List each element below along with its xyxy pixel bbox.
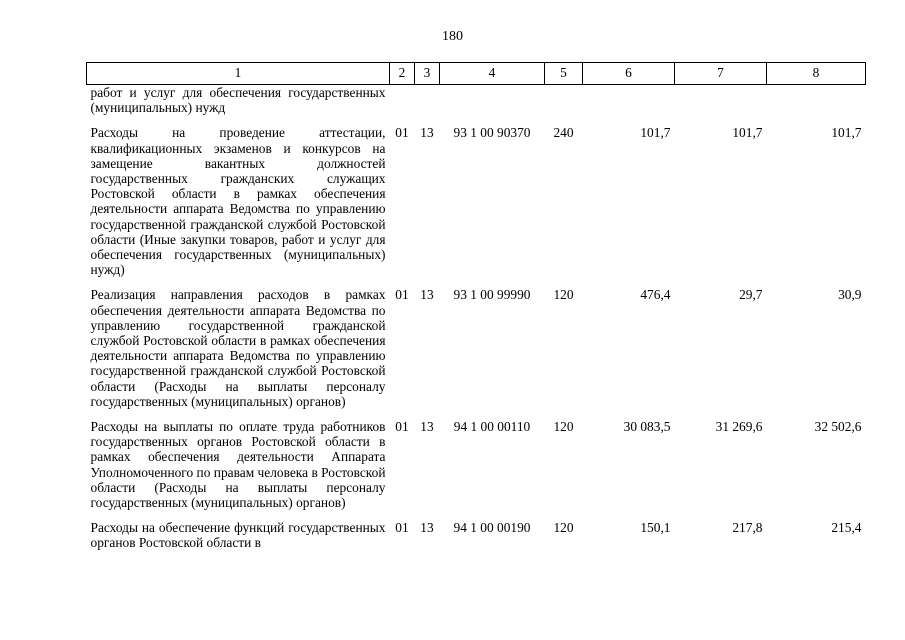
amount-col-7: 31 269,6 — [715, 419, 763, 435]
target-article-code: 94 1 00 00190 — [453, 520, 531, 536]
amount-col-8: 215,4 — [831, 520, 862, 536]
section-code: 01 — [395, 125, 409, 141]
subsection-code — [415, 85, 440, 126]
amount-col-7: 217,8 — [732, 520, 763, 536]
page-number: 180 — [442, 29, 463, 44]
column-header-5: 5 — [545, 63, 583, 85]
amount-col-8: 32 502,6 — [814, 419, 862, 435]
row-description: Расходы на проведение аттестации, квалификационных экзаменов и конкурсов на замещение вакантных должностей государственных гражданских служащих Ростовской области в рамках обеспечения деятельности аппарата Ведомства по управлению государственной гражданской службой Ростовской области (Иные закупки товаров, работ и услуг для обеспечения государственных (муниципальных) нужд) — [90, 125, 386, 278]
budget-table — [86, 62, 866, 561]
expense-type-code: 240 — [553, 125, 574, 141]
table-row — [87, 85, 866, 126]
column-header-4: 4 — [440, 63, 545, 85]
section-code: 01 — [395, 287, 409, 303]
table-row — [87, 520, 866, 560]
column-header-8: 8 — [767, 63, 866, 85]
subsection-code: 13 — [420, 125, 434, 141]
subsection-code: 13 — [420, 287, 434, 303]
expense-type-code: 120 — [553, 287, 574, 303]
section-code: 01 — [395, 419, 409, 435]
expense-type-code: 120 — [553, 419, 574, 435]
target-article-code: 94 1 00 00110 — [453, 419, 531, 435]
subsection-code: 13 — [420, 419, 434, 435]
amount-col-6: 101,7 — [640, 125, 671, 141]
section-code: 01 — [395, 520, 409, 536]
section-code — [390, 85, 415, 126]
expense-type-code — [545, 85, 583, 126]
column-header-2: 2 — [390, 63, 415, 85]
amount-col-8 — [767, 85, 866, 126]
amount-col-8: 101,7 — [831, 125, 862, 141]
column-header-3: 3 — [415, 63, 440, 85]
row-description: Расходы на выплаты по оплате труда работников государственных органов Ростовской области в рамках обеспечения деятельности Аппарата Уполномоченного по правам человека в Ростовской области (Расходы на выплаты персоналу государственных (муниципальных) органов) — [90, 419, 386, 511]
amount-col-6: 30 083,5 — [623, 419, 671, 435]
amount-col-6: 476,4 — [640, 287, 671, 303]
header-row — [87, 63, 866, 85]
amount-col-7: 101,7 — [732, 125, 763, 141]
table-row — [87, 419, 866, 520]
amount-col-7 — [675, 85, 767, 126]
expense-type-code: 120 — [553, 520, 574, 536]
table-row — [87, 125, 866, 287]
amount-col-6 — [583, 85, 675, 126]
amount-col-7: 29,7 — [739, 287, 763, 303]
column-header-1: 1 — [87, 63, 390, 85]
amount-col-8: 30,9 — [838, 287, 862, 303]
row-description: работ и услуг для обеспечения государственных (муниципальных) нужд — [90, 85, 386, 116]
column-header-7: 7 — [675, 63, 767, 85]
subsection-code: 13 — [420, 520, 434, 536]
column-header-6: 6 — [583, 63, 675, 85]
table-row — [87, 287, 866, 419]
target-article-code — [440, 85, 545, 126]
target-article-code: 93 1 00 90370 — [453, 125, 531, 141]
amount-col-6: 150,1 — [640, 520, 671, 536]
row-description: Расходы на обеспечение функций государственных органов Ростовской области в — [90, 520, 386, 551]
target-article-code: 93 1 00 99990 — [453, 287, 531, 303]
row-description: Реализация направления расходов в рамках обеспечения деятельности аппарата Ведомства по управлению государственной гражданской службой Ростовской области в рамках обеспечения деятельности аппарата Ведомства по управлению государственной гражданской службой Ростовской области (Расходы на выплаты персоналу государственных (муниципальных) органов) — [90, 287, 386, 409]
